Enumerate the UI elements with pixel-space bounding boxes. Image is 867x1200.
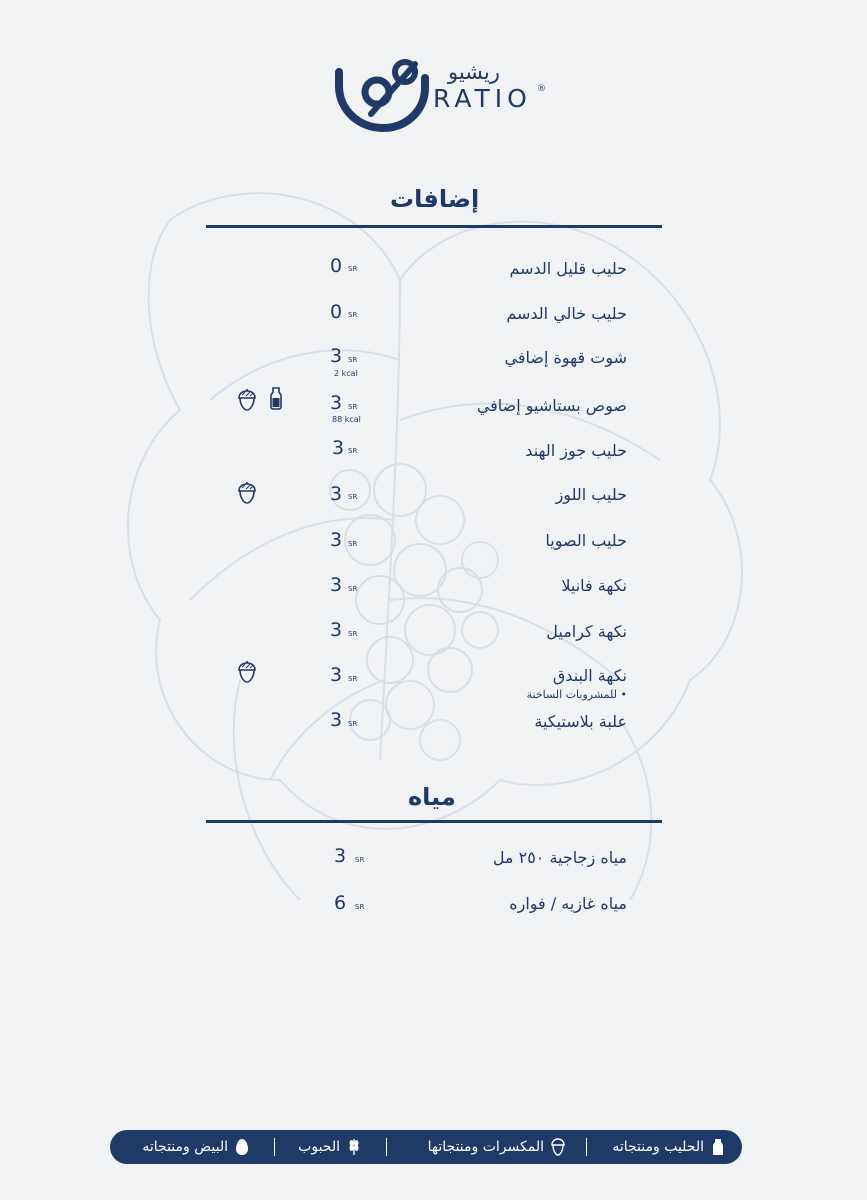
egg-icon	[234, 1138, 250, 1156]
legend-item-nuts	[428, 1130, 566, 1164]
nut-icon	[236, 660, 258, 684]
menu-item-name: مياه غازيه / فواره	[509, 894, 627, 913]
legend-label: الحليب ومنتجاته	[612, 1139, 704, 1155]
legend-separator	[586, 1138, 587, 1156]
legend-separator	[386, 1138, 387, 1156]
milk-icon	[265, 386, 287, 410]
menu-item-name: حليب جوز الهند	[525, 441, 627, 460]
milk-icon	[710, 1138, 726, 1156]
allergen-legend-bar	[110, 1130, 742, 1164]
menu-item-price: 3	[330, 709, 343, 731]
legend-label: المكسرات ومنتجاتها	[427, 1139, 544, 1155]
currency-label: SR	[348, 540, 358, 548]
menu-item-name: نكهة فانيلا	[561, 576, 627, 595]
section-title-water: مياه	[408, 783, 456, 811]
wheat-icon	[346, 1138, 362, 1156]
calorie-label: 2 kcal	[334, 369, 358, 378]
legend-item-eggs	[142, 1130, 250, 1164]
menu-item-price: 3	[330, 529, 343, 551]
currency-label: SR	[348, 720, 358, 728]
brand-name-english: RATIO	[433, 84, 532, 113]
menu-item-name: حليب الصويا	[545, 531, 627, 550]
menu-item-name: نكهة البندق	[552, 666, 627, 685]
menu-item-price: 6	[334, 892, 347, 914]
currency-label: SR	[348, 447, 358, 455]
currency-label: SR	[355, 856, 365, 864]
currency-label: SR	[348, 493, 358, 501]
section-divider	[206, 225, 662, 228]
legend-label: الحبوب	[298, 1139, 340, 1155]
currency-label: SR	[348, 630, 358, 638]
menu-item-price: 3	[330, 664, 343, 686]
menu-item-price: 3	[334, 845, 347, 867]
section-title-additions: إضافات	[390, 185, 480, 213]
currency-label: SR	[348, 403, 358, 411]
currency-label: SR	[348, 265, 358, 273]
legend-item-grains	[298, 1130, 362, 1164]
currency-label: SR	[348, 311, 358, 319]
brand-name-arabic: ريشيو	[448, 60, 500, 84]
menu-item-name: شوت قهوة إضافي	[504, 348, 627, 367]
menu-item-price: 3	[330, 483, 343, 505]
registered-mark: ®	[537, 84, 546, 94]
menu-item-price: 0	[330, 255, 343, 277]
currency-label: SR	[348, 585, 358, 593]
menu-item-price: 3	[330, 574, 343, 596]
nut-icon	[236, 481, 258, 505]
menu-item-name: حليب خالي الدسم	[506, 304, 627, 323]
legend-item-dairy	[612, 1130, 726, 1164]
legend-label: البيض ومنتجاته	[142, 1139, 228, 1155]
currency-label: SR	[355, 903, 365, 911]
currency-label: SR	[348, 356, 358, 364]
menu-item-price: 3	[330, 345, 343, 367]
calorie-label: 88 kcal	[332, 415, 361, 424]
menu-item-name: حليب قليل الدسم	[509, 259, 627, 278]
section-divider	[206, 820, 662, 823]
menu-item-price: 0	[330, 301, 343, 323]
menu-item-name: مياه زجاجية ٢٥٠ مل	[492, 848, 627, 867]
currency-label: SR	[348, 675, 358, 683]
legend-separator	[274, 1138, 275, 1156]
nut-icon	[550, 1138, 566, 1156]
menu-item-price: 3	[332, 437, 345, 459]
menu-item-name: نكهة كراميل	[546, 622, 627, 641]
menu-item-name: صوص بستاشيو إضافي	[476, 396, 627, 415]
menu-item-price: 3	[330, 392, 343, 414]
nut-icon	[236, 388, 258, 412]
menu-item-price: 3	[330, 619, 343, 641]
menu-item-name: علبة بلاستيكية	[534, 712, 627, 731]
menu-item-note: • للمشروبات الساخنة	[526, 688, 627, 701]
menu-item-name: حليب اللوز	[555, 485, 627, 504]
